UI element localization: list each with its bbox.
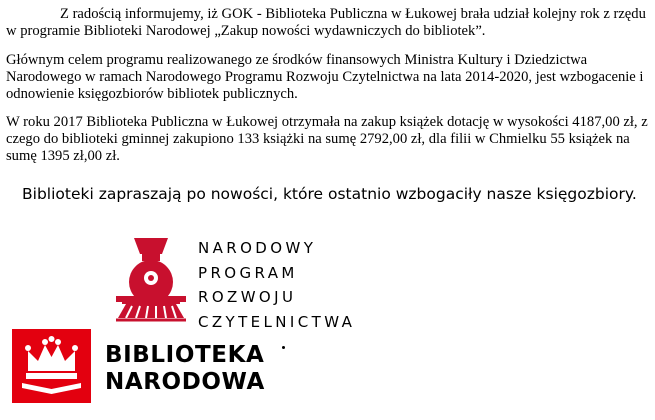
funding-paragraph: W roku 2017 Biblioteka Publiczna w Łukowej otrzymała na zakup książek dotację w wysokości 4187,00 zł, z czego do biblioteki gminnej zakupiono 133 książki na sumę 2792,00 zł, dla filii w Chmielku 55 książek na sumę 1395 zł,00 zł. xyxy=(6,114,648,164)
invitation-paragraph: Biblioteki zapraszają po nowości, które ostatnio wzbogaciły nasze księgozbiory. xyxy=(22,185,637,203)
npr-logo-text xyxy=(198,236,355,334)
bn-line: BIBLIOTEKA xyxy=(105,342,265,368)
npr-line: NARODOWY xyxy=(198,239,317,257)
intro-paragraph: Z radością informujemy, iż GOK - Biblioteka Publiczna w Łukowej brała udział kolejny rok z rzędu w programie Biblioteki Narodowej „Zakup nowości wydawniczych do bibliotek”. xyxy=(6,6,646,39)
bn-line: NARODOWA xyxy=(105,369,265,395)
npr-line: CZYTELNICTWA xyxy=(198,312,356,331)
npr-line: PROGRAM xyxy=(198,263,298,282)
program-goal-paragraph: Głównym celem programu realizowanego ze środków finansowych Ministra Kultury i Dziedzictwa Narodowego w ramach Narodowego Programu Rozwoju Czytelnictwa na lata 2014-2020, jest wzbogacenie i odnowienie księgozbiorów bibliotek publicznych. xyxy=(6,52,644,102)
crown-icon xyxy=(12,329,91,408)
stray-dot xyxy=(282,346,285,349)
bn-logo-text xyxy=(105,342,265,396)
locomotive-icon xyxy=(112,234,190,329)
npr-line: ROZWOJU xyxy=(198,288,297,306)
